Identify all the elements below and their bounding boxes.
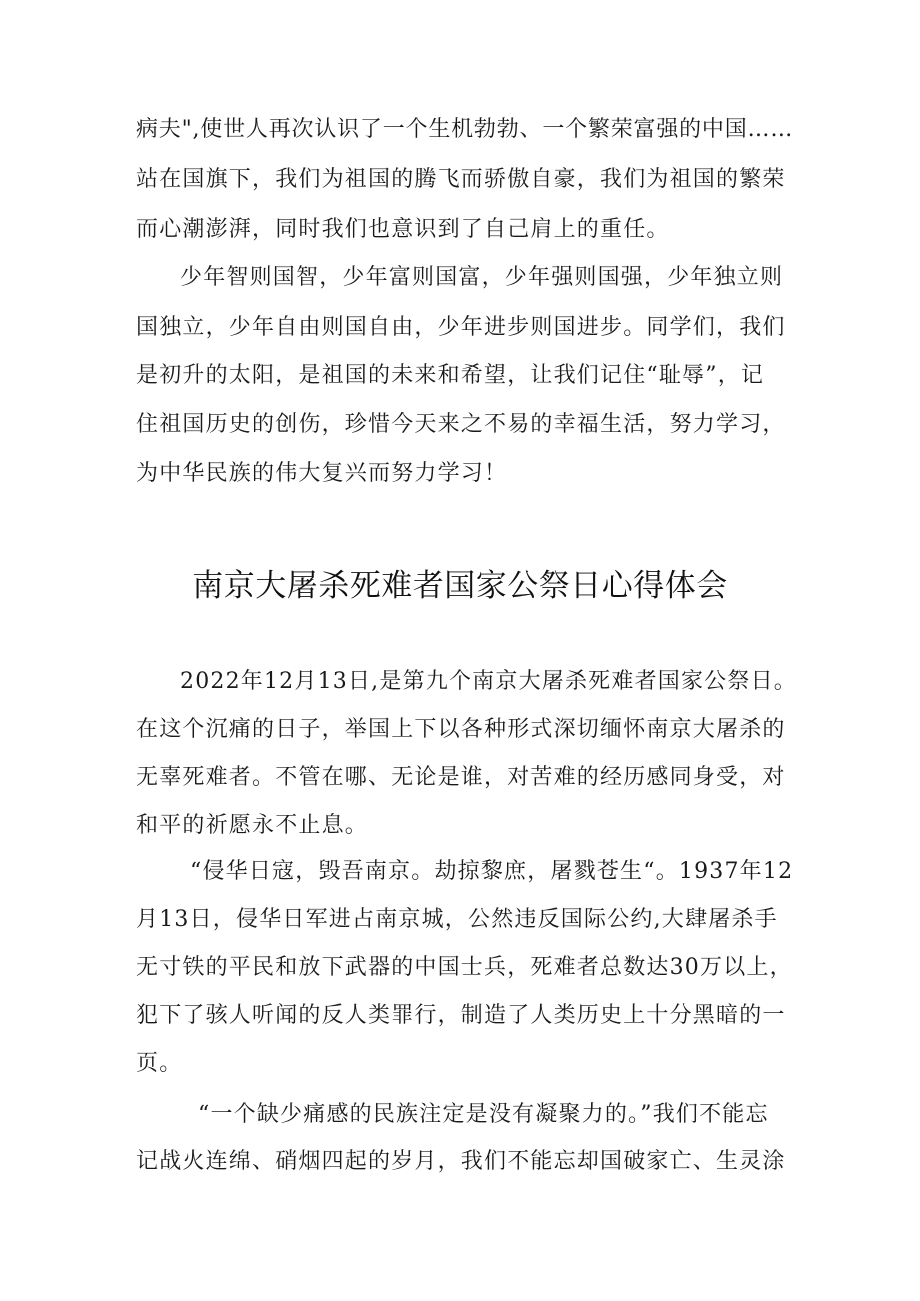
paragraph-line: “侵华日寇，毁吾南京。劫掠黎庶，屠戮苍生“。1937年12 [190, 859, 794, 884]
paragraph-line: 犯下了骇人听闻的反人类罪行，制造了人类历史上十分黑暗的一 [136, 1003, 786, 1028]
paragraph-line: 和平的祈愿永不止息。 [136, 813, 369, 838]
paragraph-line: 住祖国历史的创伤，珍惜今天来之不易的幸福生活，努力学习， [136, 412, 786, 437]
paragraph-line: 记战火连绵、硝烟四起的岁月，我们不能忘却国破家亡、生灵涂 [136, 1149, 786, 1174]
paragraph-line: 是初升的太阳，是祖国的未来和希望，让我们记住“耻辱”，记 [136, 363, 765, 388]
paragraph-line: 无辜死难者。不管在哪、无论是谁，对苦难的经历感同身受，对 [136, 765, 786, 790]
paragraph-line: 为中华民族的伟大复兴而努力学习！ [136, 461, 508, 486]
paragraph-line: “一个缺少痛感的民族注定是没有凝聚力的。”我们不能忘 [198, 1102, 769, 1127]
paragraph-line: 无寸铁的平民和放下武器的中国士兵，死难者总数达30万以上， [136, 955, 793, 980]
paragraph-line: 站在国旗下，我们为祖国的腾飞而骄傲自豪，我们为祖国的繁荣 [136, 167, 786, 192]
paragraph-line: 2022年12月13日,是第九个南京大屠杀死难者国家公祭日。 [180, 669, 797, 694]
paragraph-line: 而心潮澎湃，同时我们也意识到了自己肩上的重任。 [136, 217, 670, 242]
paragraph-line: 病夫",使世人再次认识了一个生机勃勃、一个繁荣富强的中国…… [136, 117, 794, 142]
paragraph-line: 少年智则国智，少年富则国富，少年强则国强，少年独立则 [180, 265, 784, 290]
article-title: 南京大屠杀死难者国家公祭日心得体会 [192, 568, 728, 604]
paragraph-line: 国独立，少年自由则国自由，少年进步则国进步。同学们，我们 [136, 315, 786, 340]
paragraph-line: 月13日，侵华日军进占南京城，公然违反国际公约,大肆屠杀手 [136, 907, 778, 932]
paragraph-line: 在这个沉痛的日子，举国上下以各种形式深切缅怀南京大屠杀的 [136, 717, 786, 742]
paragraph-line: 页。 [136, 1051, 183, 1076]
